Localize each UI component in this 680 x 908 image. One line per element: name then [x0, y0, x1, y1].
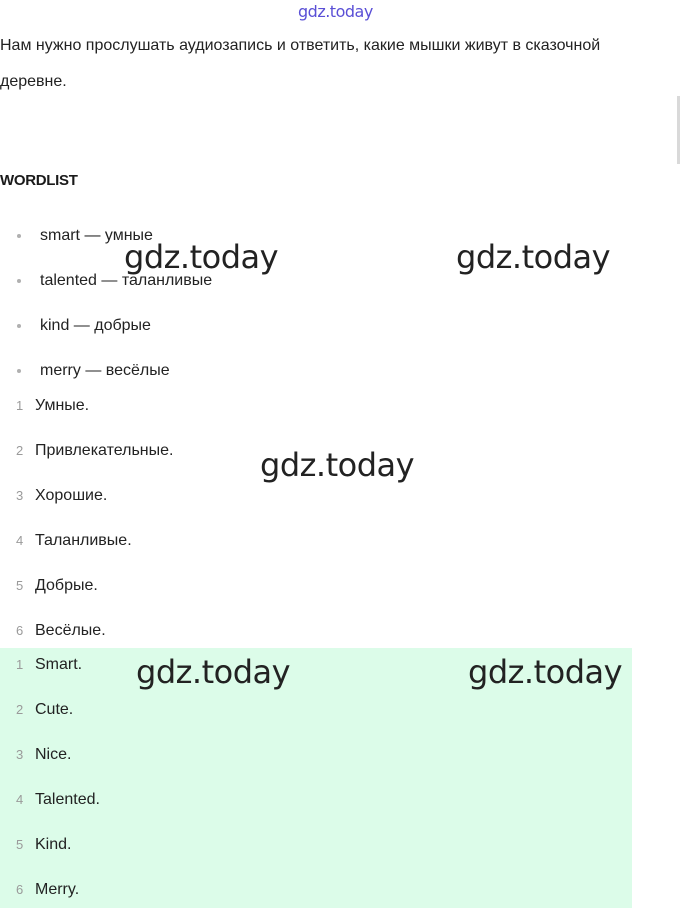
- list-item: [0, 789, 100, 834]
- site-logo-text: gdz.today: [298, 2, 373, 21]
- list-item: [0, 654, 100, 699]
- item-text: Добрые.: [35, 577, 98, 594]
- item-number: 1: [16, 398, 24, 413]
- item-text: Kind.: [35, 836, 72, 853]
- list-item: [0, 699, 100, 744]
- intro-paragraph: Нам нужно прослушать аудиозапись и ответить, какие мышки живут в сказочной деревне.: [0, 37, 601, 90]
- watermark-text: gdz.today: [124, 238, 279, 276]
- bullet-icon: [17, 234, 21, 238]
- watermark-text: gdz.today: [136, 653, 291, 691]
- list-item: [0, 744, 100, 789]
- item-text: Умные.: [35, 397, 90, 414]
- item-number: 4: [16, 533, 24, 548]
- item-number: 3: [16, 488, 24, 503]
- item-text: Smart.: [35, 656, 83, 673]
- bullet-icon: [17, 369, 21, 373]
- item-text: Хорошие.: [35, 487, 108, 504]
- item-number: 2: [16, 443, 24, 458]
- wordlist-item-text: kind — добрые: [40, 317, 151, 334]
- list-item: [0, 395, 173, 440]
- item-number: 3: [16, 747, 24, 762]
- item-text: Cute.: [35, 701, 74, 718]
- item-text: Привлекательные.: [35, 442, 174, 459]
- watermark-text: gdz.today: [456, 238, 611, 276]
- bullet-icon: [17, 324, 21, 328]
- item-text: Nice.: [35, 746, 72, 763]
- item-number: 1: [16, 657, 24, 672]
- item-text: Таланливые.: [35, 532, 132, 549]
- item-text: Talented.: [35, 791, 100, 808]
- list-item: [0, 834, 100, 879]
- item-number: 5: [16, 578, 24, 593]
- list-item: [0, 530, 173, 575]
- wordlist-heading: WORDLIST: [0, 172, 78, 189]
- item-number: 6: [16, 623, 24, 638]
- item-number: 2: [16, 702, 24, 717]
- item-number: 5: [16, 837, 24, 852]
- answers-english-list: [0, 654, 100, 908]
- item-number: 4: [16, 792, 24, 807]
- list-item: [0, 440, 173, 485]
- watermark-text: gdz.today: [260, 446, 415, 484]
- list-item: [0, 485, 173, 530]
- wordlist-item-text: merry — весёлые: [40, 362, 170, 379]
- item-text: Merry.: [35, 881, 80, 898]
- wordlist-item-text: smart — умные: [40, 227, 153, 244]
- list-item: [0, 575, 173, 620]
- watermark-text: gdz.today: [468, 653, 623, 691]
- item-text: Весёлые.: [35, 622, 106, 639]
- bullet-icon: [17, 279, 21, 283]
- wordlist-item: [0, 312, 212, 357]
- answers-russian-list: [0, 395, 173, 665]
- wordlist-item-text: talented — таланливые: [40, 272, 213, 289]
- item-number: 6: [16, 882, 24, 897]
- list-item: [0, 879, 100, 908]
